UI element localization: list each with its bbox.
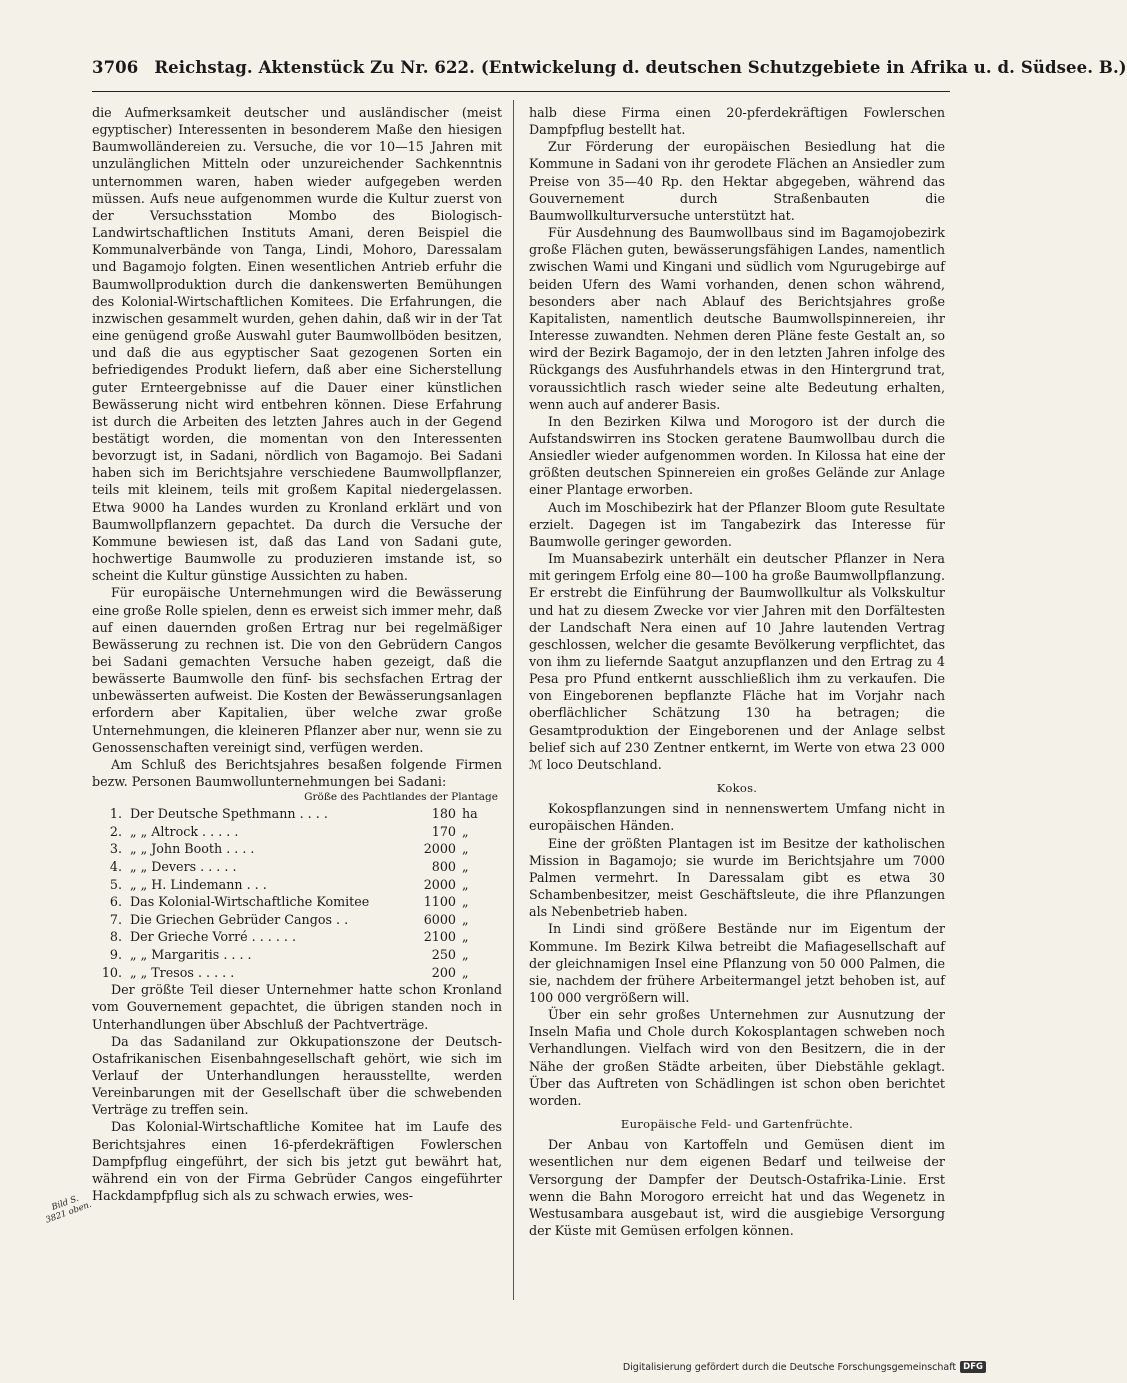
firm-unit: „ (462, 964, 469, 980)
firm-num: 9. (109, 947, 122, 962)
firms-table (92, 805, 502, 981)
paragraph: Zur Förderung der europäischen Besiedlung hat die Kommune in Sadani von ihr gerodete Flächen an Ansiedler zum Preise von 35—40 Rp. den Hektar abgegeben, während das Gouvernement durch Straßenbauten die Baumwollkulturversuche unterstützt hat. (529, 139, 945, 223)
paragraph: Der Anbau von Kartoffeln und Gemüsen dient im wesentlichen nur dem eigenen Bedarf und teilweise der Versorgung der Dampfer der Deutsch-Ostafrika-Linie. Erst wenn die Bahn Morogoro erreicht hat und das Wegenetz in Westusambara ausgebaut ist, wird die ausgiebige Versorgung der Küste mit Gemüsen erfolgen können. (529, 1137, 945, 1238)
firm-name: Der Deutsche Spethmann . . . . (130, 806, 328, 822)
table-row (92, 823, 502, 841)
table-row (92, 964, 502, 982)
table-row (92, 911, 502, 929)
firm-name: Die Griechen Gebrüder Cangos . . (130, 911, 349, 927)
firm-name: „ „ H. Lindemann . . . (130, 876, 267, 892)
paragraph: In den Bezirken Kilwa und Morogoro ist der durch die Aufstandswirren ins Stocken geratene Baumwollbau durch die Ansiedler wieder aufgenommen worden. In Kilossa hat eine der größten deutschen Spinnereien ein großes Gelände zur Anlage einer Plantage erworben. (529, 413, 945, 498)
footer-text: Digitalisierung gefördert durch die Deutsche Forschungsgemeinschaft (622, 1361, 957, 1373)
firm-num: 3. (109, 841, 122, 857)
firm-num: 7. (109, 911, 122, 927)
paragraph: Über ein sehr großes Unternehmen zur Ausnutzung der Inseln Mafia und Chole durch Kokosplantagen schweben noch Verhandlungen. Vielfach wird von den Besitzern, die in der Nähe der großen Städte arbeiten, über Diebstähle geklagt. Über das Auftreten von Schädlingen ist schon oben berichtet worden. (529, 1007, 945, 1108)
firm-size: 2000 (423, 876, 456, 892)
firm-size: 6000 (423, 911, 456, 927)
table-row (92, 893, 502, 911)
firm-size: 2100 (423, 929, 456, 945)
firm-unit: „ (462, 929, 469, 945)
firm-size: 1100 (423, 894, 456, 910)
firm-name: Das Kolonial-Wirtschaftliche Komitee (130, 894, 370, 910)
firm-size: 2000 (423, 841, 456, 857)
firm-size: 170 (431, 823, 456, 839)
dfg-logo: DFG (960, 1361, 986, 1373)
paragraph: Kokospflanzungen sind in nennenswertem Umfang nicht in europäischen Händen. (529, 801, 945, 834)
firm-num: 1. (109, 806, 122, 822)
page-header (92, 58, 1127, 86)
firm-unit: „ (462, 876, 469, 892)
firm-size: 250 (431, 947, 456, 962)
firm-num: 8. (109, 929, 122, 945)
firm-name: „ „ Tresos . . . . . (130, 964, 235, 980)
firm-unit: „ (462, 859, 469, 875)
paragraph: In Lindi sind größere Bestände nur im Eigentum der Kommune. Im Bezirk Kilwa betreibt die Mafiagesellschaft auf der gleichnamigen Insel eine Pflanzung von 50 000 Palmen, die sie, nachdem der frühere Arbeitermangel jetzt behoben ist, auf 100 000 vergrößern will. (529, 921, 945, 1005)
firm-num: 10. (101, 964, 122, 980)
paragraph: die Aufmerksamkeit deutscher und ausländischer (meist egyptischer) Interessenten in besonderem Maße den hiesigen Baumwolländereien zu. Versuche, die vor 10—15 Jahren mit unzulänglichen Mitteln oder unzureichender Sachkenntnis unternommen waren, haben wieder aufgegeben werden müssen. Aufs neue aufgenommen wurde die Kultur zuerst von der Versuchsstation Mombo des Biologisch-Landwirtschaftlichen Instituts Amani, deren Beispiel die Kommunalverbände von Tanga, Lindi, Mohoro, Daressalam und Bagamojo folgten. Einen wesentlichen Antrieb erfuhr die Baumwollproduktion durch die dankenswerten Bemühungen des Kolonial-Wirtschaftlichen Komitees. Die Erfahrungen, die inzwischen gesammelt wurden, gehen dahin, daß wir in der Tat eine genügend große Auswahl guter Baumwollböden besitzen, und daß die aus egyptischer Saat gezogenen Sorten ein befriedigendes Produkt liefern, daß aber eine Sicherstellung guter Ernteergebnisse auf die Dauer einer künstlichen Bewässerung nicht wird entbehren können. Diese Erfahrung ist durch die Arbeiten des letzten Jahres auch in der Gegend bestätigt worden, die momentan von den Interessenten bevorzugt ist, in Sadani, nördlich von Bagamojo. Bei Sadani haben sich im Berichtsjahre verschiedene Baumwollpflanzer, teils mit kleinem, teils mit großem Kapital niedergelassen. Etwa 9000 ha Landes wurden zu Kronland erklärt und von Baumwollpflanzern gepachtet. Da durch die Versuche der Kommune bewiesen ist, daß das Land von Sadani gute, hochwertige Baumwolle zu produzieren imstande ist, so scheint die Kultur günstige Aussichten zu haben. (92, 105, 502, 584)
firm-name: „ „ Devers . . . . . (130, 859, 237, 875)
table-row (92, 840, 502, 858)
firm-size: 200 (431, 964, 456, 980)
firm-unit: „ (462, 911, 469, 927)
table-row (92, 928, 502, 946)
column-divider (513, 100, 514, 1300)
table-row (92, 946, 502, 964)
table-row (92, 805, 502, 823)
running-title: Reichstag. Aktenstück Zu Nr. 622. (Entwickelung d. deutschen Schutzgebiete in Afrika u. d. Südsee. B.) (154, 58, 1127, 77)
firm-name: „ „ John Booth . . . . (130, 841, 255, 857)
paragraph: Da das Sadaniland zur Okkupationszone der Deutsch-Ostafrikanischen Eisenbahngesellschaft gehört, wie sich im Verlauf der Unterhandlungen herausstellte, werden Vereinbarungen mit der Gesellschaft über die schwebenden Verträge zu treffen sein. (92, 1033, 502, 1118)
paragraph: Eine der größten Plantagen ist im Besitze der katholischen Mission in Bagamojo; sie wurde im Berichtsjahre um 7000 Palmen vermehrt. In Daressalam gibt es etwa 30 Schambenbesitzer, meist Geschäftsleute, die ihre Pflanzungen als Nebenbetrieb haben. (529, 835, 945, 920)
firm-num: 4. (109, 859, 122, 875)
footer (623, 1361, 986, 1373)
firm-name: Der Grieche Vorré . . . . . . (130, 929, 297, 945)
paragraph: Das Kolonial-Wirtschaftliche Komitee hat im Laufe des Berichtsjahres einen 16-pferdekräftigen Fowlerschen Dampfpflug eingeführt, der sich bis jetzt gut bewährt hat, während ein von der Firma Gebrüder Cangos eingeführter Hackdampfpflug sich als zu schwach erwies, wes- (92, 1119, 502, 1204)
section-heading-feldfruechte: Europäische Feld- und Gartenfrüchte. (620, 1117, 854, 1132)
firm-num: 5. (109, 876, 122, 892)
left-column (92, 104, 502, 1204)
table-header: Größe des Pachtlandes der Plantage (304, 791, 498, 804)
right-column (529, 104, 945, 1239)
table-row (92, 858, 502, 876)
firm-unit: „ (462, 841, 469, 857)
paragraph: Der größte Teil dieser Unternehmer hatte schon Kronland vom Gouvernement gepachtet, die übrigen standen noch in Unterhandlungen über Abschluß der Pachtverträge. (92, 982, 502, 1032)
firm-num: 2. (109, 823, 122, 839)
paragraph: Für europäische Unternehmungen wird die Bewässerung eine große Rolle spielen, denn es erweist sich immer mehr, daß auf einen dauernden großen Ertrag nur bei regelmäßiger Bewässerung zu rechnen ist. Die von den Gebrüdern Cangos bei Sadani gemachten Versuche haben gezeigt, daß die bewässerte Baumwolle den fünf- bis sechsfachen Ertrag der unbewässerten aufweist. Die Kosten der Bewässerungsanlagen erfordern aber Kapitalien, über welche zwar große Unternehmungen, die kleineren Pflanzer aber nur, wenn sie zu Genossenschaften vereinigt sind, verfügen werden. (92, 585, 502, 755)
paragraph: Für Ausdehnung des Baumwollbaus sind im Bagamojobezirk große Flächen guten, bewässerungsfähigen Landes, namentlich zwischen Wami und Kingani und südlich vom Ngurugebirge auf beiden Ufern des Wami vorhanden, denen schon während, besonders aber nach Ablauf des Berichtsjahres große Kapitalisten, namentlich deutsche Baumwollspinnereien, ihr Interesse zuwandten. Nehmen deren Pläne feste Gestalt an, so wird der Bezirk Bagamojo, der in den letzten Jahren infolge des Rückgangs des Ausfuhrhandels etwas in den Hintergrund trat, voraussichtlich rasch wieder seine alte Bedeutung erhalten, wenn auch auf anderer Basis. (529, 225, 945, 412)
table-row (92, 876, 502, 894)
margin-note: Bild S. 3821 oben. (44, 1193, 94, 1226)
paragraph: Auch im Moschibezirk hat der Pflanzer Bloom gute Resultate erzielt. Dagegen ist im Tangabezirk das Interesse für Baumwolle geringer geworden. (529, 499, 945, 549)
section-heading-kokos: Kokos. (716, 781, 758, 796)
firm-num: 6. (109, 894, 122, 910)
firm-name: „ „ Altrock . . . . . (130, 823, 239, 839)
header-rule (92, 91, 950, 92)
paragraph: halb diese Firma einen 20-pferdekräftigen Fowlerschen Dampfpflug bestellt hat. (529, 105, 945, 138)
paragraph: Im Muansabezirk unterhält ein deutscher Pflanzer in Nera mit geringem Erfolg eine 80—100 ha große Baumwollpflanzung. Er erstrebt die Einführung der Baumwollkultur als Volkskultur und hat zu diesem Zwecke vor vier Jahren mit den Dorfältesten der Landschaft Nera einen auf 10 Jahre lautenden Vertrag geschlossen, welcher die gesamte Bevölkerung verpflichtet, das von ihm zu liefernde Saatgut anzupflanzen und den Ertrag zu 4 Pesa pro Pfund entkernt ausschließlich ihm zu verkaufen. Die von Eingeborenen bepflanzte Fläche hat im Vorjahr nach oberflächlicher Schätzung 130 ha betragen; die Gesamtproduktion der Eingeborenen und der Anlage selbst belief sich auf 230 Zentner entkernt, im Werte von etwa 23 000 ℳ loco Deutschland. (529, 551, 945, 772)
firm-size: 180 (431, 806, 456, 822)
firm-unit: „ (462, 894, 469, 910)
firm-name: „ „ Margaritis . . . . (130, 947, 252, 962)
firm-unit: ha (462, 806, 478, 822)
firm-size: 800 (431, 859, 456, 875)
firm-unit: „ (462, 947, 469, 962)
page-number: 3706 (92, 58, 139, 77)
paragraph: Am Schluß des Berichtsjahres besaßen folgende Firmen bezw. Personen Baumwollunternehmungen bei Sadani: (92, 756, 502, 790)
firm-unit: „ (462, 823, 469, 839)
